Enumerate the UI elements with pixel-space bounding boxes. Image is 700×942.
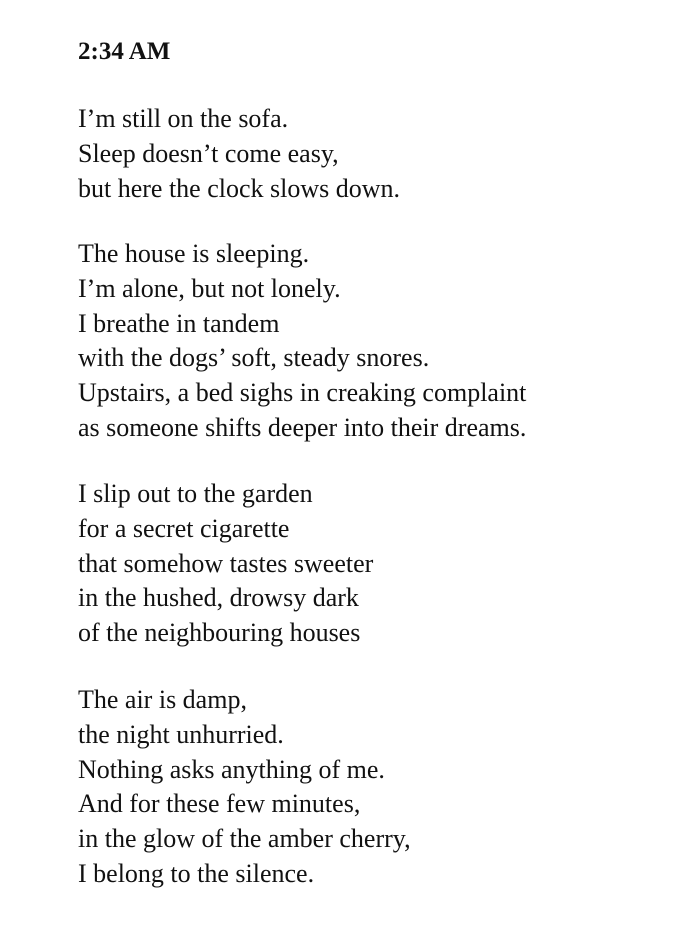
poem-line: And for these few minutes, — [78, 789, 361, 819]
poem-line: I belong to the silence. — [78, 858, 315, 888]
stanza-3 — [78, 477, 373, 651]
poem-line: for a secret cigarette — [78, 513, 290, 543]
poem-line: with the dogs’ soft, steady snores. — [78, 343, 430, 373]
poem-line: The house is sleeping. — [78, 239, 310, 268]
poem-line: of the neighbouring houses — [78, 618, 361, 648]
poem-line: Upstairs, a bed sighs in creaking complaint — [78, 378, 527, 408]
poem-line: but here the clock slows down. — [78, 173, 401, 203]
poem-line: The air is damp, — [78, 685, 247, 714]
poem-line: in the hushed, drowsy dark — [78, 583, 359, 613]
poem-line: in the glow of the amber cherry, — [78, 824, 411, 854]
poem-line: Sleep doesn’t come easy, — [78, 138, 339, 168]
poem-line: as someone shifts deeper into their dreams. — [78, 412, 527, 442]
stanza-1 — [78, 102, 400, 206]
stanza-2 — [78, 237, 526, 446]
poem-title: 2:34 AM — [78, 38, 171, 65]
poem-line: that somehow tastes sweeter — [78, 548, 374, 578]
stanza-4 — [78, 683, 411, 892]
poem-line: I’m still on the sofa. — [78, 104, 289, 133]
poem-line: the night unhurried. — [78, 719, 284, 749]
poem-line: I’m alone, but not lonely. — [78, 273, 341, 303]
poem-line: I breathe in tandem — [78, 308, 280, 338]
poem-line: I slip out to the garden — [78, 479, 313, 508]
poem-line: Nothing asks anything of me. — [78, 754, 385, 784]
